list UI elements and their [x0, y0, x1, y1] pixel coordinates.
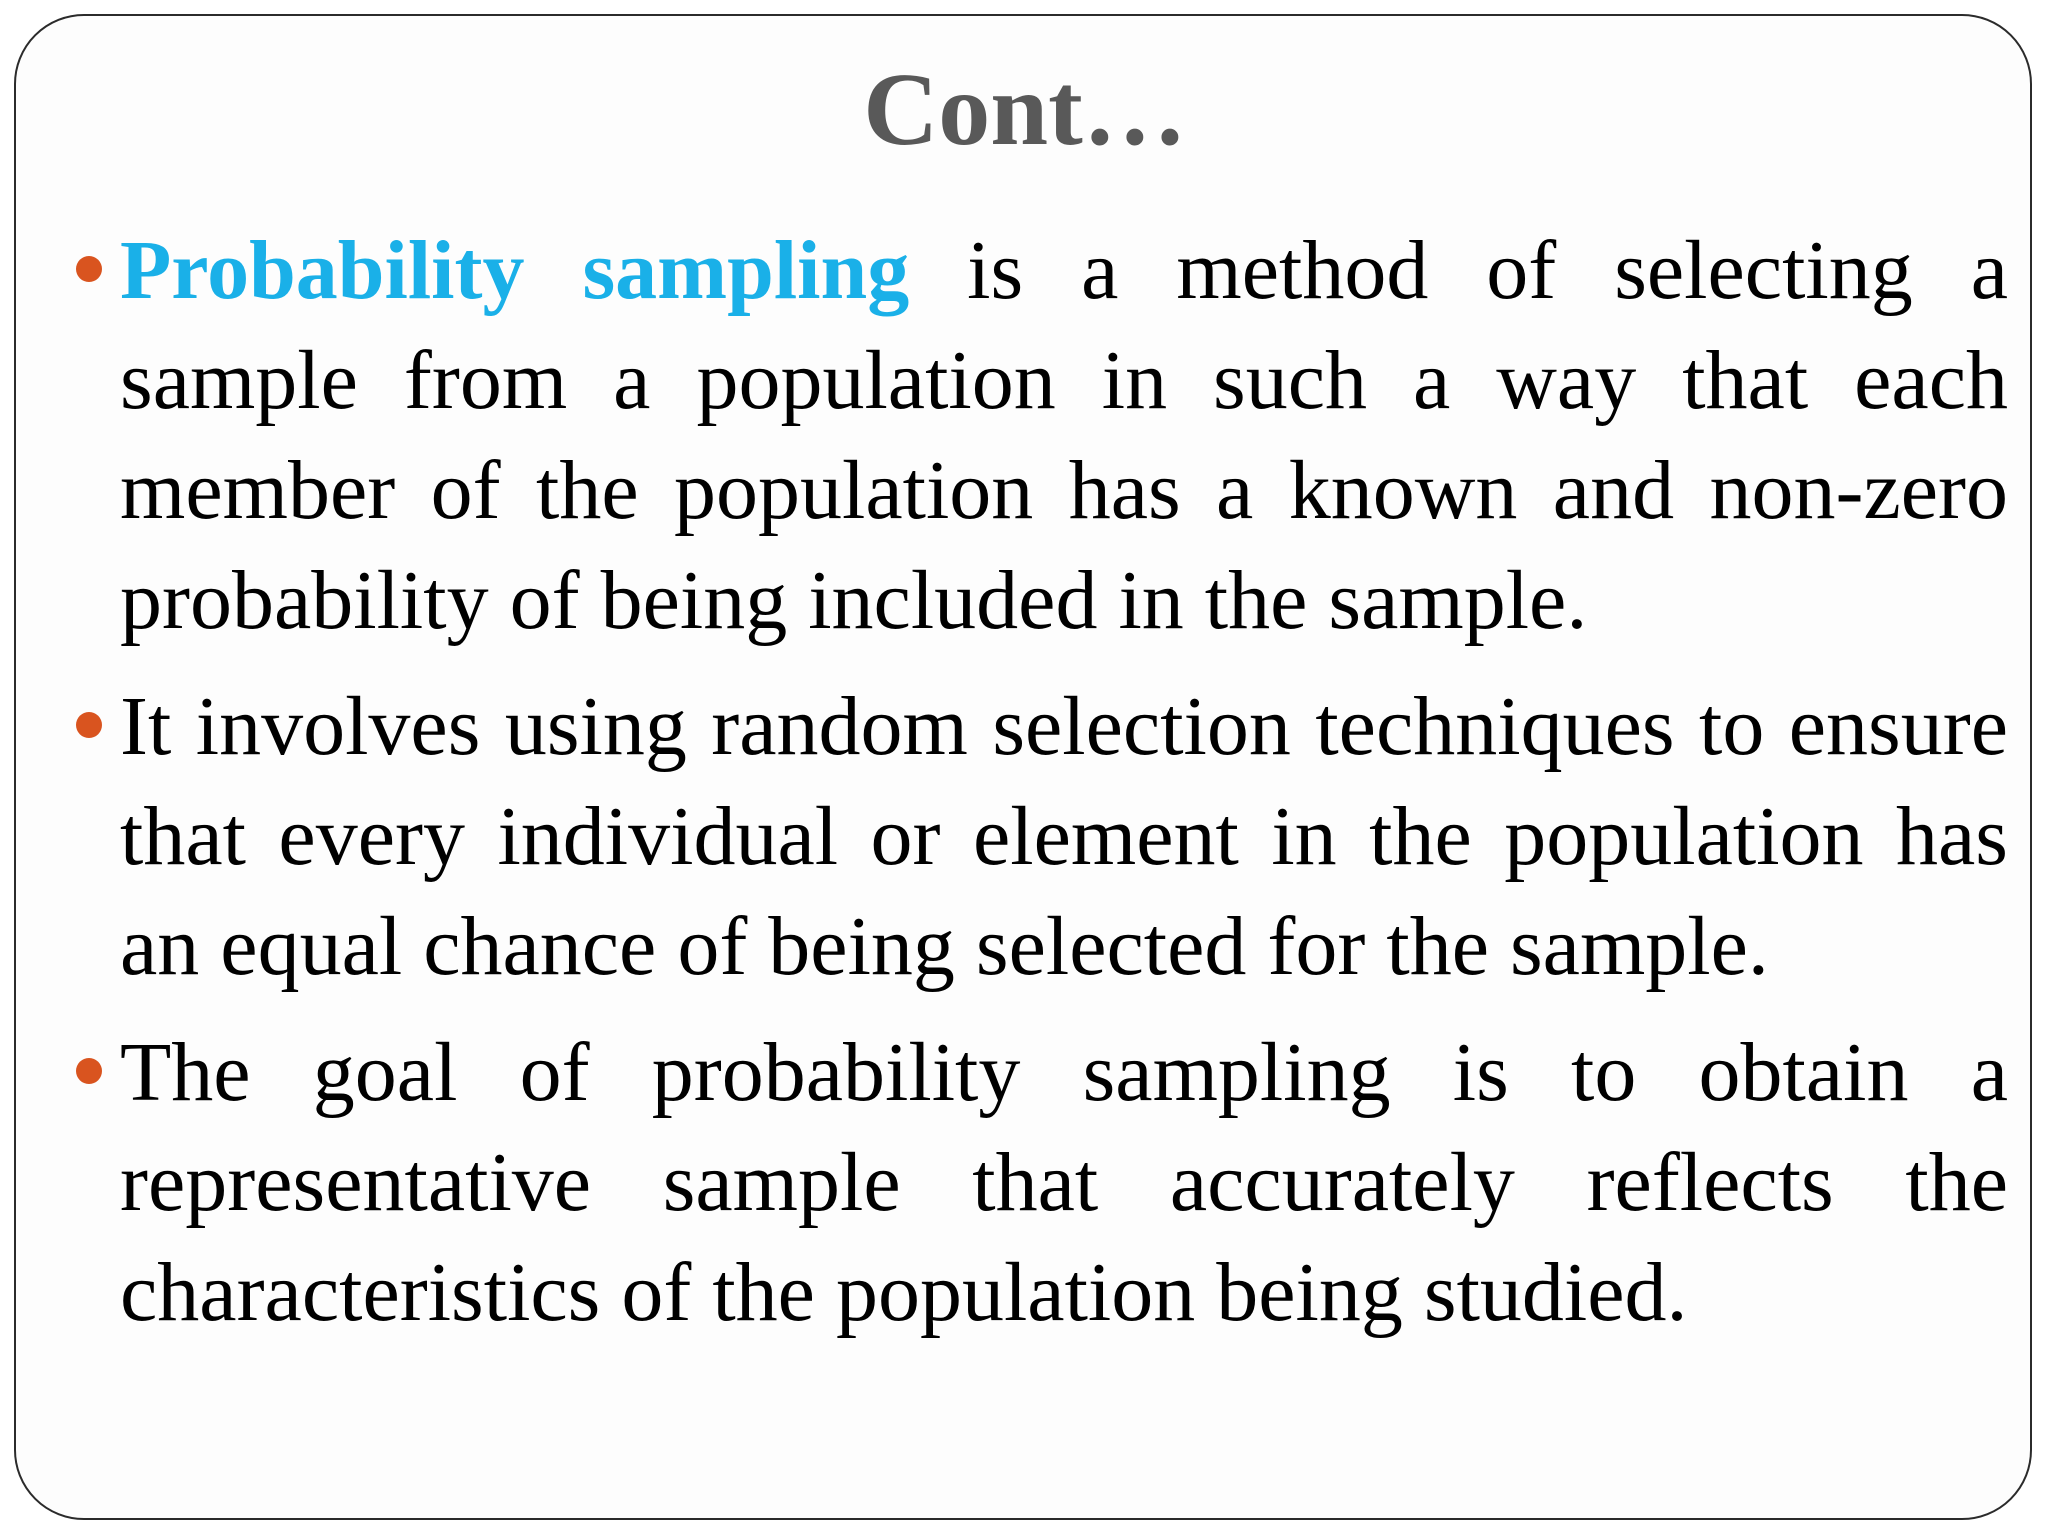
bullet-list	[120, 216, 2008, 1364]
slide-title: Cont…	[863, 52, 1187, 167]
bullet-text: It involves using random selection techniques to ensure that every individual or element in the population has an equal chance of being selected for the sample.	[120, 680, 2008, 993]
bullet-dot-icon	[76, 256, 102, 282]
bullet-text: The goal of probability sampling is to obtain a representative sample that accurately reflects the characteristics of the population being studied.	[120, 1026, 2008, 1339]
bullet-dot-icon	[76, 1058, 102, 1084]
bullet-item	[120, 216, 2008, 656]
bullet-text: is a method of selecting a sample from a population in such a way that each member of the population has a known and non-zero probability of being included in the sample.	[120, 224, 2008, 647]
bullet-item	[120, 672, 2008, 1002]
bullet-dot-icon	[76, 712, 102, 738]
bullet-item	[120, 1018, 2008, 1348]
highlight-term: Probability sampling	[120, 224, 910, 317]
slide-frame	[14, 14, 2032, 1520]
